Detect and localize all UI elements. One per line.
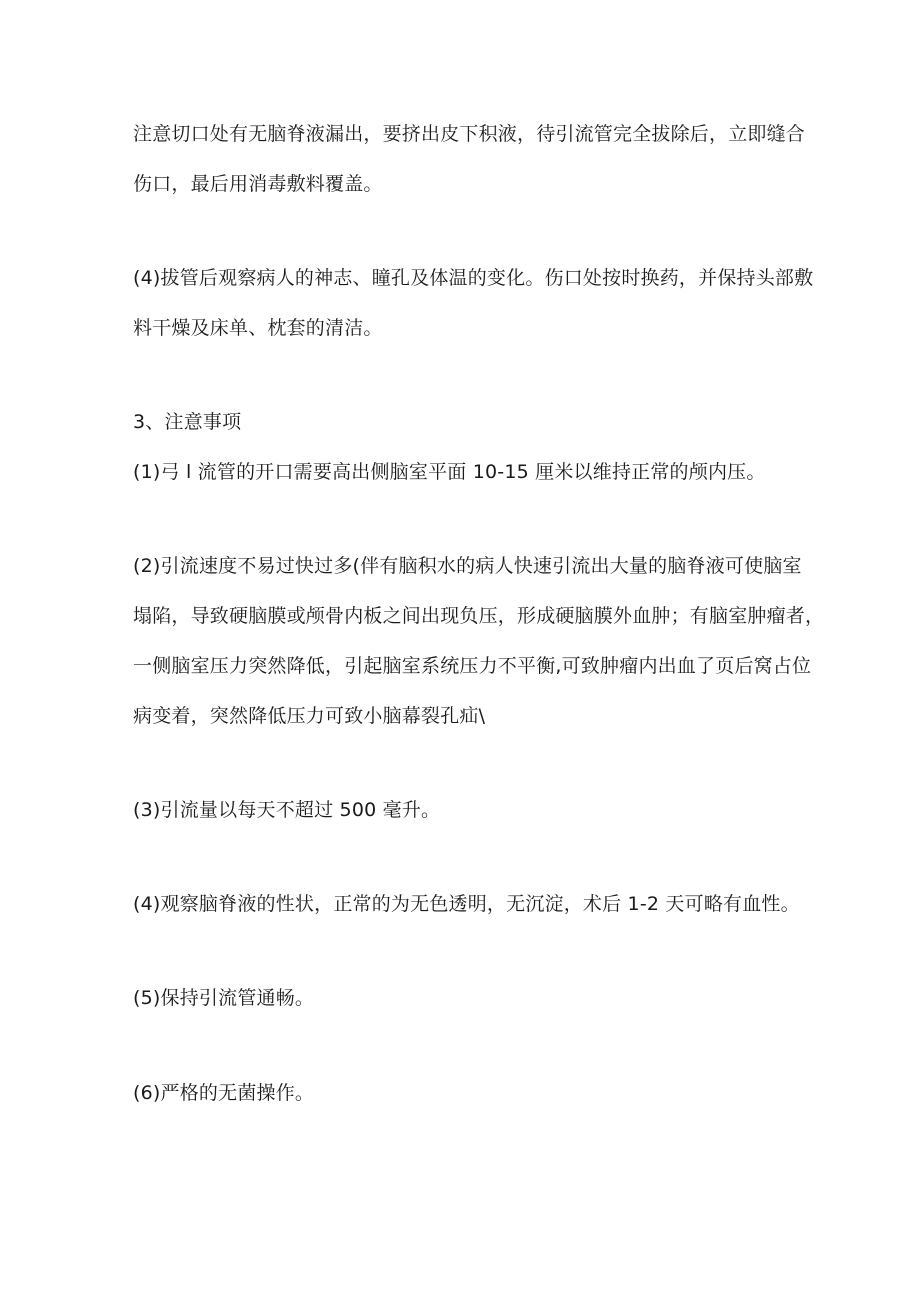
text-line: (5)保持引流管通畅。 <box>133 987 315 1009</box>
section-heading: 3、注意事项 <box>133 411 242 433</box>
text-line: 注意切口处有无脑脊液漏出，要挤出皮下积液，待引流管完全拔除后，立即缝合 <box>133 123 806 145</box>
text-line: 塌陷，导致硬脑膜或颅骨内板之间出现负压，形成硬脑膜外血肿；有脑室肿瘤者， <box>133 605 825 627</box>
text-line: 病变着，突然降低压力可致小脑幕裂孔疝\ <box>133 705 486 727</box>
text-line: (6)严格的无菌操作。 <box>133 1082 315 1104</box>
text-line: (2)引流速度不易过快过多(伴有脑积水的病人快速引流出大量的脑脊液可使脑室 <box>133 555 802 577</box>
text-line: 伤口，最后用消毒敷料覆盖。 <box>133 173 383 195</box>
text-line: 一侧脑室压力突然降低，引起脑室系统压力不平衡,可致肿瘤内出血了页后窝占位 <box>133 655 812 677</box>
text-line: (3)引流量以每天不超过 500 毫升。 <box>133 799 441 821</box>
text-line: 料干燥及床单、枕套的清洁。 <box>133 317 383 339</box>
text-line: (1)弓 l 流管的开口需要高出侧脑室平面 10-15 厘米以维持正常的颅内压。 <box>133 461 766 483</box>
text-line: (4)拔管后观察病人的神志、瞳孔及体温的变化。伤口处按时换药，并保持头部敷 <box>133 267 814 289</box>
text-line: (4)观察脑脊液的性状，正常的为无色透明，无沉淀，术后 1-2 天可略有血性。 <box>133 893 800 915</box>
